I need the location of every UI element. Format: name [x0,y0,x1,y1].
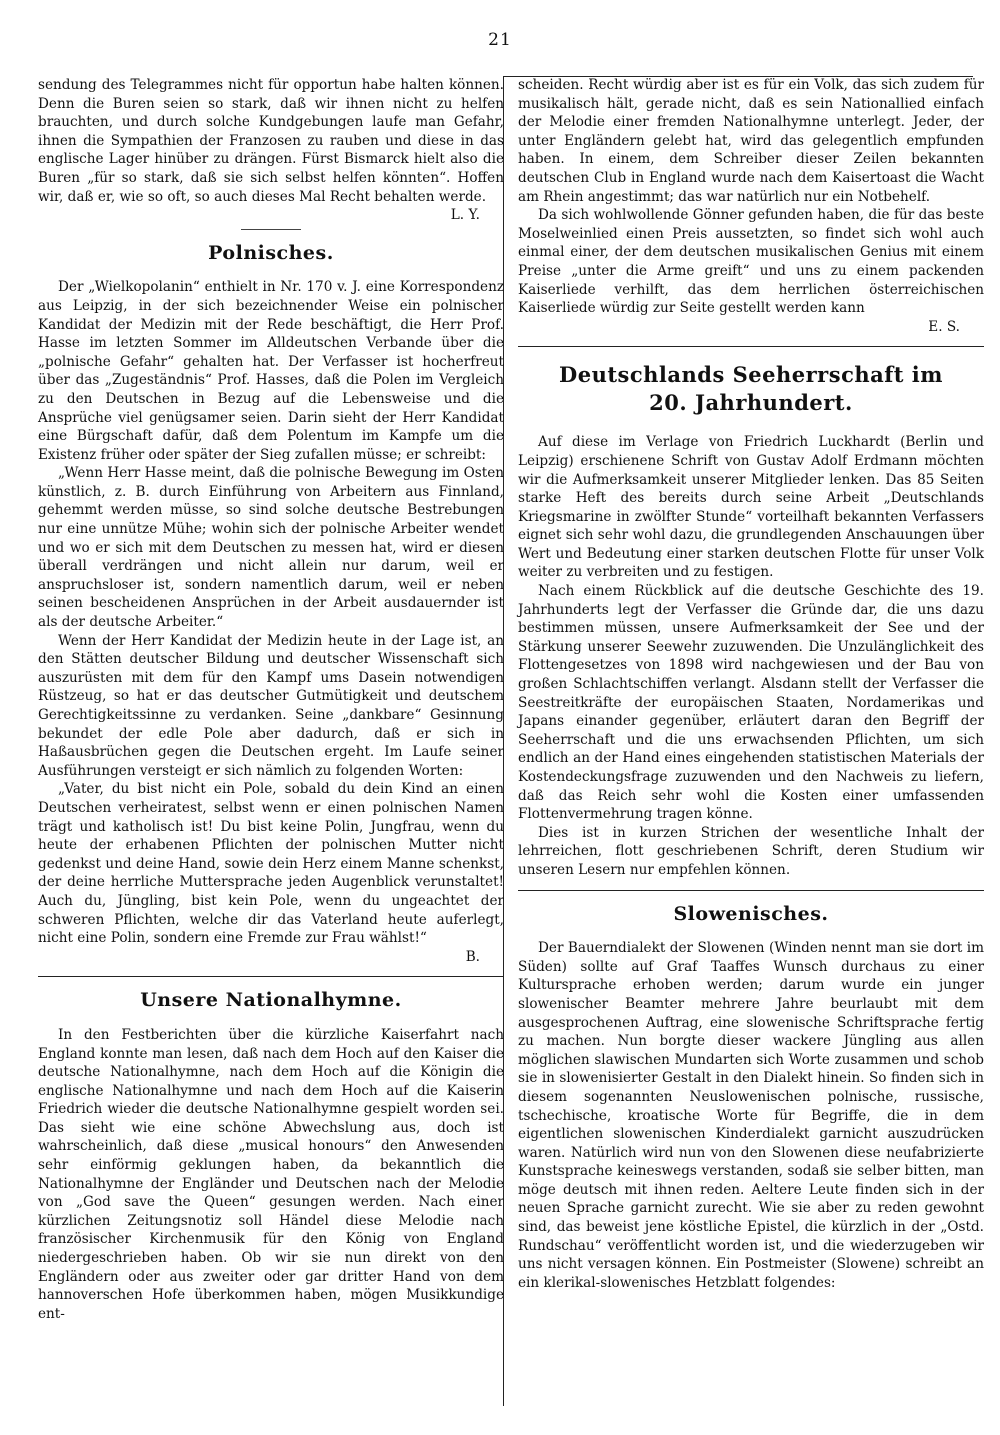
continuation-signature: E. S. [928,318,960,335]
section-rule [38,976,504,977]
paragraph: Wenn der Herr Kandidat der Medizin heute in der Lage ist, an den Stätten deutscher Bildung und deutscher Wissenschaft sich auszurüsten mit dem für den Kampf ums Dasein notwendigen Rüstzeug, so hat er das deutscher Gutmütigkeit und deutschem Gerechtigkeitssinne zu verdanken. Seine „dankbare“ Gesinnung bekundet der edle Pole aber dadurch, daß er sich in Haßausbrüchen gegen die Deutschen ergeht. Im Laufe seiner Ausführungen versteigt er sich nämlich zu folgenden Worten: [38,632,504,779]
section-signature: B. [465,948,480,965]
section-heading-nationalhymne: Unsere Nationalhymne. [140,989,402,1012]
section-rule [518,890,984,891]
heading-line: 20. Jahrhundert. [649,390,853,416]
intro-signature: L. Y. [450,207,480,224]
paragraph: Der „Wielkopolanin“ enthielt in Nr. 170 v. J. eine Korrespondenz aus Leipzig, in der sich bezeichnender Weise ein polnischer Kandidat der Medizin mit der Rede beschäftigt, die Herr Prof. Hasse im letzten Sommer im Alldeutschen Verbande über die „polnische Gefahr“ gehalten hat. Der Verfasser ist hocherfreut über das „Zugeständnis“ Prof. Hasses, daß die Polen im Vergleich zu den Deutschen in Bezug auf die Lebensweise und die Ansprüche viel genügsamer seien. Darin sieht der Herr Kandidat eine Bürgschaft dafür, daß dem Polentum im Kampfe um die Existenz früher oder später der Sieg zufallen müsse; er schreibt: [38,279,504,463]
section-heading-polnisches: Polnisches. [208,241,334,264]
paragraph: Dies ist in kurzen Strichen der wesentliche Inhalt der lehrreichen, flott geschriebenen Schrift, deren Studium wir unseren Lesern nur empfehlen können. [518,824,984,878]
paragraph: Da sich wohlwollende Gönner gefunden haben, die für das beste Moselweinlied einen Preis aussetzten, so findet sich wohl auch einmal einer, der dem deutschen musikalischen Genius mit einem Preise „unter die Arme greift“ und uns zu einem packenden Kaiserliede verhilft, das dem herrlichen österreichischen Kaiserliede würdig zur Seite gestellt werden kann [518,207,984,317]
section-rule [518,346,984,347]
section-heading-seeherrschaft [518,361,984,417]
intro-paragraph: sendung des Telegrammes nicht für opportun habe halten können. Denn die Buren seien so stark, daß wir ihnen nicht zu helfen brauchten, und durch solche Kundgebungen laufe man Gefahr, ihnen die Sympathien der Franzosen zu rauben und diese in das englische Lager hinüber zu drängen. Fürst Bismarck hielt also die Buren „für so stark, daß sie sich selbst helfen könnten“. Hoffen wir, daß er, wie so oft, so auch dieses Mal Recht behalten werde. [38,77,504,205]
right-column [518,76,984,1292]
quote-paragraph: „Wenn Herr Hasse meint, daß die polnische Bewegung im Osten künstlich, z. B. durch Einführung von Arbeitern aus Finnland, gehemmt werden müsse, so sind solche deutsche Bestrebungen nur eine unnütze Mühe; wohin sich der polnische Arbeiter wendet und wo er sich mit dem Deutschen zu messen hat, wird er diesen überall verdrängen und nicht allein nur darum, weil er anspruchsloser ist, sondern namentlich darum, weil er neben seinen bescheidenen Ansprüchen in der Arbeit ausdauernder ist als der deutsche Arbeiter.“ [38,465,504,631]
separator-rule [241,229,301,230]
page-number: 21 [488,30,512,50]
paragraph: In den Festberichten über die kürzliche Kaiserfahrt nach England konnte man lesen, daß nach dem Hoch auf den Kaiser die deutsche Nationalhymne, nach dem Hoch auf die Königin die englische Nationalhymne und nach dem Hoch auf die Kaiserin Friedrich wieder die deutsche Nationalhymne gespielt worden sei. Das sieht wie eine schöne Abwechslung aus, doch ist wahrscheinlich, daß diese „musical honours“ den Anwesenden sehr einförmig geklungen haben, da bekanntlich die Nationalhymne der Engländer und Deutschen nach der Melodie von „God save the Queen“ gesungen werden. Nach einer kürzlichen Zeitungsnotiz soll Händel diese Melodie nach französischer Kirchenmusik für den König von England niedergeschrieben haben. Ob wir sie nun direkt von den Engländern oder aus zweiter oder gar dritter Hand von dem hannoverschen Hofe überkommen haben, mögen Musikkundige ent- [38,1026,504,1322]
heading-line: Deutschlands Seeherrschaft im [559,362,943,388]
section-heading-slowenisches: Slowenisches. [673,902,829,925]
paragraph: Der Bauerndialekt der Slowenen (Winden nennt man sie dort im Süden) sollte auf Graf Taaffes Wunsch durchaus zu einer Kultursprache erhoben werden; darum wurde ein junger slowenischer Beamter mehrere Jahre beurlaubt mit dem ausgesprochenen Auftrag, eine slowenische Schriftsprache fertig zu machen. Nun borgte dieser wackere Jüngling aus allen möglichen slawischen Mundarten sich Worte zusammen und schob sie in slowenisierter Gestalt in den Dialekt hinein. So finden sich in diesem sogenannten Neuslowenischen polnische, russische, tschechische, kroatische Worte für Begriffe, die in dem eigentlichen slowenischen Kinderdialekt garnicht auszudrücken waren. Natürlich wird nun von den Slowenen diese neufabrizierte Kunstsprache keineswegs verstanden, sodaß sie selber bitten, man möge deutsch mit ihnen reden. Aeltere Leute finden sich in der neuen Sprache garnicht zurecht. Wie sie aber zu reden gewohnt sind, das beweist jene köstliche Epistel, die kürzlich in der „Ostd. Rundschau“ veröffentlicht worden ist, und die wiederzugeben wir uns nicht versagen können. Ein Postmeister (Slowene) schreibt an ein klerikal-slowenisches Hetzblatt folgendes: [518,940,984,1291]
continuation-paragraph: scheiden. Recht würdig aber ist es für ein Volk, das sich zudem für musikalisch hält, gerade nicht, daß es sein Nationallied einfach der Melodie einer fremden Nationalhymne unterlegt. Jeder, der unter Engländern gelebt hat, wird das gelegentlich empfunden haben. In einem, dem Schreiber dieser Zeilen bekannten deutschen Club in England wurde nach dem Kaisertoast die Wacht am Rhein angestimmt; das war natürlich nur ein Notbehelf. [518,77,984,205]
paragraph: Auf diese im Verlage von Friedrich Luckhardt (Berlin und Leipzig) erschienene Schrift von Gustav Adolf Erdmann möchten wir die Aufmerksamkeit unserer Mitglieder lenken. Das 85 Seiten starke Heft des bereits durch seine Arbeit „Deutschlands Kriegsmarine in zwölfter Stunde“ vorteilhaft bekannten Verfassers eignet sich sehr wohl dazu, die grundlegenden Anschauungen über Wert und Bedeutung einer starken deutschen Flotte für unser Volk weiter zu verbreiten und zu festigen. [518,434,984,581]
quote-paragraph: „Vater, du bist nicht ein Pole, sobald du dein Kind an einen Deutschen verheiratest, selbst wenn er einen polnischen Namen trägt und katholisch ist! Du bist keine Polin, Jungfrau, wenn du heute der erhabenen Pflichten der polnischen Mutter nicht gedenkst und deine Hand, sowie dein Herz einem Manne schenkst, der deine herrliche Muttersprache jeden Augenblick verunstaltet! Auch du, Jüngling, bist kein Pole, wenn du ungeachtet der schweren Pflichten, welche dir das Vaterland heute auferlegt, nicht eine Polin, sondern eine Fremde zur Frau wählst!“ [38,781,504,947]
paragraph: Nach einem Rückblick auf die deutsche Geschichte des 19. Jahrhunderts legt der Verfasser die Gründe dar, die uns dazu bestimmen müssen, unsere Aufmerksamkeit der See und der Stärkung unserer Seewehr zuzuwenden. Die Unzulänglichkeit des Flottengesetzes von 1898 wird nachgewiesen und der Bau von großen Schlachtschiffen verlangt. Alsdann stellt der Verfasser die Seestreitkräfte der europäischen Staaten, Nordamerikas und Japans einander gegenüber, erläutert daran den Begriff der Seeherrschaft und die uns erwachsenden Pflichten, um sich endlich an der Hand eines eingehenden statistischen Materials der Kostendeckungsfrage zuzuwenden und den Nachweis zu liefern, daß das Reich sehr wohl die Kosten einer umfassenden Flottenvermehrung tragen könne. [518,583,984,823]
left-column [38,76,504,1323]
